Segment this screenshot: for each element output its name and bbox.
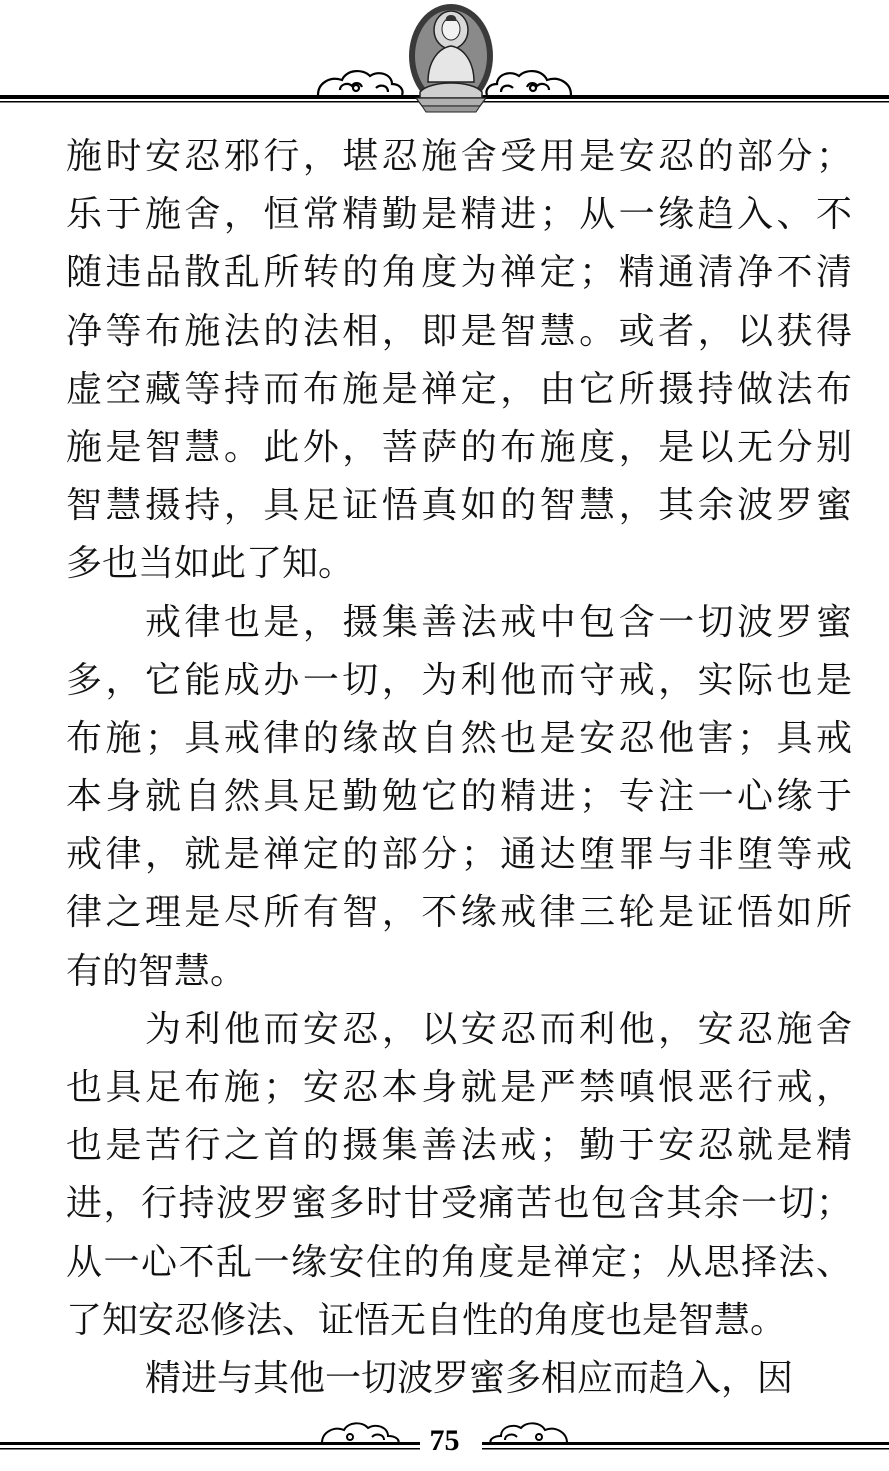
text-line: 为利他而安忍，以安忍而利他，安忍施舍	[145, 1008, 852, 1050]
header-ornament	[0, 0, 889, 125]
text-line: 精进与其他一切波罗蜜多相应而趋入，因	[145, 1357, 794, 1399]
text-line: 净等布施法的法相，即是智慧。或者，以获得	[66, 310, 852, 352]
cloud-ornament-right-icon	[486, 71, 571, 95]
text-line: 多，它能成办一切，为利他而守戒，实际也是	[66, 659, 852, 701]
text-line: 有的智慧。	[66, 950, 247, 992]
text-line: 智慧摄持，具足证悟真如的智慧，其余波罗蜜	[66, 485, 852, 527]
paragraph	[66, 1350, 852, 1408]
text-line: 多也当如此了知。	[66, 543, 355, 585]
text-line: 戒律，就是禅定的部分；通达堕罪与非堕等戒	[66, 834, 852, 876]
text-line: 了知安忍修法、证悟无自性的角度也是智慧。	[66, 1299, 787, 1341]
text-line: 也具足布施；安忍本身就是严禁嗔恨恶行戒，	[66, 1067, 852, 1108]
text-line: 随违品散乱所转的角度为禅定；精通清净不清	[66, 252, 852, 294]
text-line: 施时安忍邪行，堪忍施舍受用是安忍的部分；	[66, 136, 852, 177]
paragraph	[66, 594, 852, 1001]
text-line: 戒律也是，摄集善法戒中包含一切波罗蜜	[145, 601, 852, 643]
page-number: 75	[429, 1424, 460, 1457]
text-line: 施是智慧。此外，菩萨的布施度，是以无分别	[66, 426, 852, 468]
text-line: 布施；具戒律的缘故自然也是安忍他害；具戒	[66, 717, 852, 759]
buddha-emblem-icon	[409, 4, 493, 112]
text-line: 乐于施舍，恒常精勤是精进；从一缘趋入、不	[66, 194, 852, 236]
page-header	[0, 0, 889, 125]
text-line: 从一心不乱一缘安住的角度是禅定；从思择法、	[66, 1241, 852, 1283]
text-line: 也是苦行之首的摄集善法戒；勤于安忍就是精	[66, 1125, 852, 1167]
paragraph	[66, 128, 852, 594]
page-body	[66, 128, 852, 1408]
paragraph	[66, 1001, 852, 1350]
cloud-ornament-left-icon	[318, 71, 403, 95]
text-line: 进，行持波罗蜜多时甘受痛苦也包含其余一切；	[66, 1183, 852, 1225]
text-line: 本身就自然具足勤勉它的精进；专注一心缘于	[66, 776, 852, 818]
text-line: 虚空藏等持而布施是禅定，由它所摄持做法布	[66, 368, 852, 410]
text-line: 律之理是尽所有智，不缘戒律三轮是证悟如所	[66, 892, 852, 934]
